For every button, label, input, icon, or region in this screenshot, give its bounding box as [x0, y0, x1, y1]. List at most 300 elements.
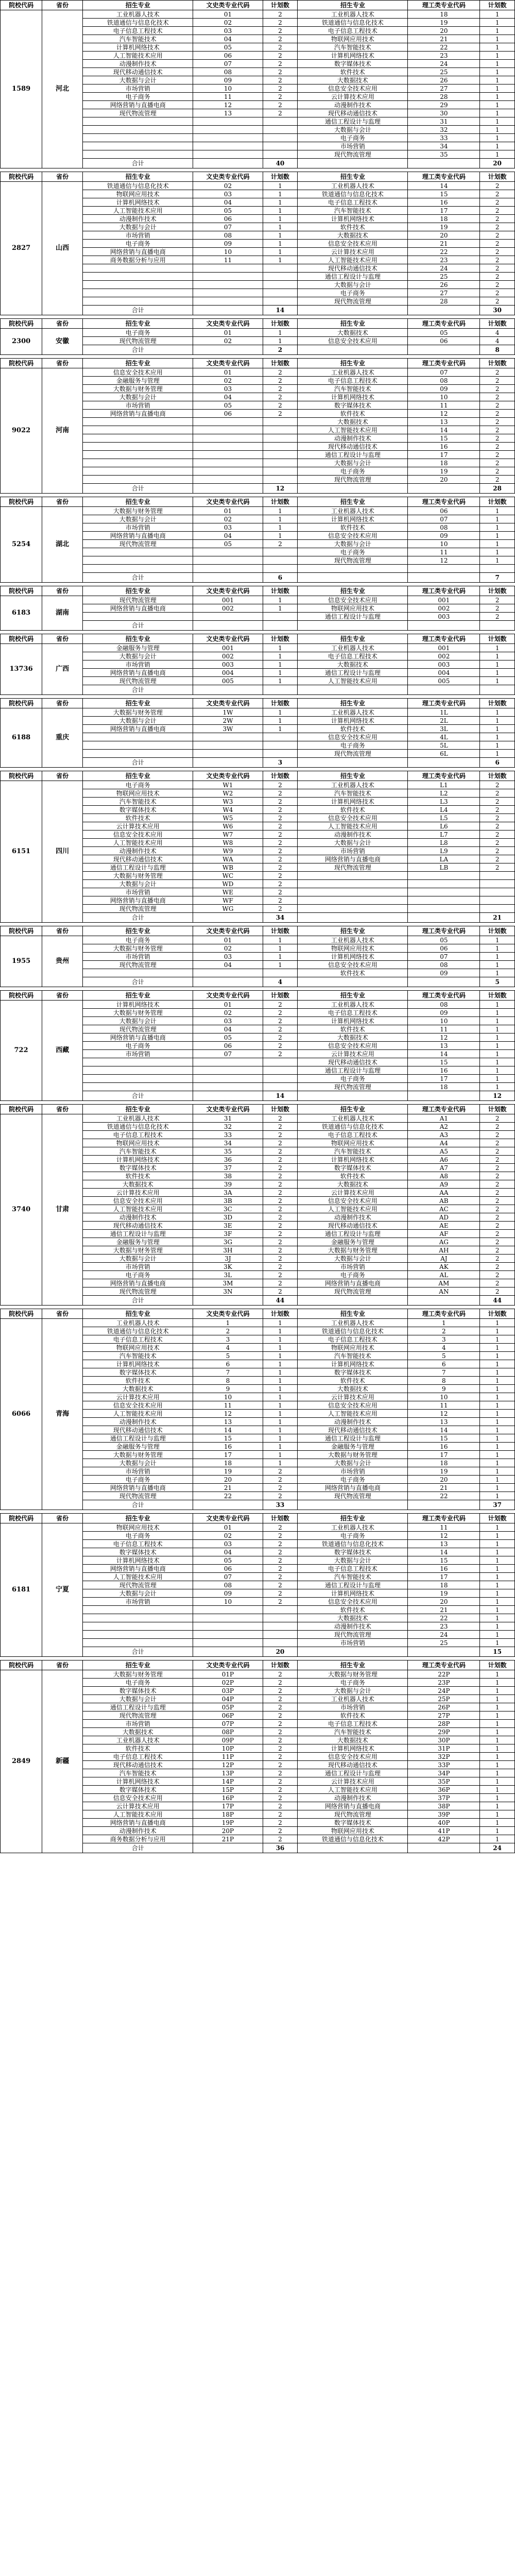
province-section — [0, 771, 515, 923]
arts-code — [193, 451, 263, 459]
science-code: 21 — [408, 35, 480, 43]
total-label: 合计 — [83, 345, 193, 355]
arts-plan: 2 — [263, 1794, 298, 1802]
arts-major: 大数据技术 — [83, 1728, 193, 1736]
science-plan: 1 — [480, 1777, 515, 1786]
arts-code — [193, 264, 263, 273]
arts-major: 电子信息工程技术 — [83, 27, 193, 35]
arts-code: 5 — [193, 1352, 263, 1360]
science-code: 11 — [408, 1025, 480, 1033]
science-major: 电子商务 — [298, 1476, 408, 1484]
science-plan: 1 — [480, 708, 515, 717]
arts-major — [83, 613, 193, 621]
header-science-code: 理工类专业代码 — [408, 319, 480, 329]
arts-code: 31 — [193, 1114, 263, 1123]
arts-major: 数字媒体技术 — [83, 806, 193, 814]
science-plan: 1 — [480, 1606, 515, 1614]
science-code: 27P — [408, 1711, 480, 1720]
science-major: 信息安全技术应用 — [298, 532, 408, 540]
header-major: 招生专业 — [298, 926, 408, 936]
science-plan: 2 — [480, 1230, 515, 1238]
table-row — [1, 368, 515, 377]
header-code: 院校代码 — [1, 586, 42, 596]
arts-total: 40 — [263, 159, 298, 168]
science-code: 1L — [408, 708, 480, 717]
arts-code: 003 — [193, 660, 263, 669]
science-code: 10 — [408, 1393, 480, 1401]
arts-major: 网络营销与直播电商 — [83, 101, 193, 109]
science-major: 工业机器人技术 — [298, 182, 408, 190]
science-total: 5 — [480, 977, 515, 987]
science-major: 工业机器人技术 — [298, 1523, 408, 1532]
arts-plan: 2 — [263, 1001, 298, 1009]
arts-code — [193, 613, 263, 621]
arts-code: 06 — [193, 410, 263, 418]
province-section — [0, 358, 515, 494]
science-major: 大数据技术 — [298, 660, 408, 669]
science-code: LB — [408, 863, 480, 872]
header-science-code: 理工类专业代码 — [408, 771, 480, 781]
science-plan: 1 — [480, 1401, 515, 1410]
arts-major: 市场营销 — [83, 888, 193, 896]
arts-plan — [263, 459, 298, 467]
header-plan: 计划数 — [480, 586, 515, 596]
arts-code: W7 — [193, 831, 263, 839]
province-name: 山西 — [42, 182, 83, 315]
science-code: 06 — [408, 507, 480, 515]
arts-major — [83, 750, 193, 758]
science-major: 软件技术 — [298, 1172, 408, 1180]
science-plan: 1 — [480, 1728, 515, 1736]
header-plan: 计划数 — [480, 359, 515, 368]
header-row — [1, 771, 515, 781]
arts-code: 15P — [193, 1786, 263, 1794]
arts-total: 6 — [263, 573, 298, 583]
province-name: 西藏 — [42, 1001, 83, 1101]
science-code: L7 — [408, 831, 480, 839]
science-plan: 1 — [480, 1532, 515, 1540]
header-code: 院校代码 — [1, 319, 42, 329]
science-major: 软件技术 — [298, 223, 408, 231]
arts-major — [83, 1058, 193, 1066]
arts-code: 19P — [193, 1819, 263, 1827]
arts-plan: 1 — [263, 708, 298, 717]
arts-code: 02 — [193, 182, 263, 190]
science-code: 05 — [408, 936, 480, 944]
arts-major: 大数据与会计 — [83, 652, 193, 660]
total-blank — [408, 758, 480, 768]
science-major: 云计算技术应用 — [298, 1050, 408, 1058]
arts-major: 现代物流管理 — [83, 905, 193, 913]
science-major: 现代移动通信技术 — [298, 109, 408, 117]
arts-major: 云计算技术应用 — [83, 1393, 193, 1401]
science-code: A8 — [408, 1172, 480, 1180]
arts-code: 11 — [193, 256, 263, 264]
arts-plan: 2 — [263, 401, 298, 410]
arts-total: 34 — [263, 913, 298, 923]
header-science-code: 理工类专业代码 — [408, 991, 480, 1001]
arts-major: 工业机器人技术 — [83, 1736, 193, 1744]
total-blank — [193, 621, 263, 631]
arts-code: 07 — [193, 1573, 263, 1581]
header-code: 院校代码 — [1, 699, 42, 708]
arts-code — [193, 134, 263, 142]
science-code: 30P — [408, 1736, 480, 1744]
science-plan: 1 — [480, 1058, 515, 1066]
header-major: 招生专业 — [83, 771, 193, 781]
science-plan: 1 — [480, 1476, 515, 1484]
science-major: 软件技术 — [298, 725, 408, 733]
arts-plan: 1 — [263, 231, 298, 240]
arts-major: 人工智能技术应用 — [83, 1810, 193, 1819]
arts-code: 04 — [193, 393, 263, 401]
arts-code: 12P — [193, 1761, 263, 1769]
arts-plan — [263, 969, 298, 977]
science-plan: 1 — [480, 969, 515, 977]
science-code: 09 — [408, 1009, 480, 1017]
science-plan: 1 — [480, 717, 515, 725]
arts-plan: 2 — [263, 1189, 298, 1197]
arts-plan — [263, 264, 298, 273]
science-code: 14 — [408, 182, 480, 190]
science-plan: 1 — [480, 142, 515, 150]
arts-major: 电子信息工程技术 — [83, 1131, 193, 1139]
science-code: A3 — [408, 1131, 480, 1139]
arts-major: 大数据与财务管理 — [83, 708, 193, 717]
header-plan: 计划数 — [263, 497, 298, 507]
arts-code: 8 — [193, 1377, 263, 1385]
arts-plan: 2 — [263, 1222, 298, 1230]
arts-plan: 1 — [263, 1418, 298, 1426]
arts-plan: 1 — [263, 1352, 298, 1360]
science-plan: 2 — [480, 789, 515, 798]
arts-plan: 2 — [263, 19, 298, 27]
arts-code — [193, 297, 263, 306]
arts-plan: 2 — [263, 93, 298, 101]
science-plan: 1 — [480, 1075, 515, 1083]
science-major: 数字媒体技术 — [298, 1368, 408, 1377]
science-major: 计算机网络技术 — [298, 393, 408, 401]
science-plan: 2 — [480, 223, 515, 231]
science-major: 物联网应用技术 — [298, 1139, 408, 1147]
plan-table — [0, 634, 515, 695]
total-blank — [298, 306, 408, 315]
science-code: 31 — [408, 117, 480, 126]
arts-plan: 1 — [263, 1319, 298, 1327]
arts-major — [83, 264, 193, 273]
header-row — [1, 1514, 515, 1523]
science-code: LA — [408, 855, 480, 863]
science-plan: 2 — [480, 1147, 515, 1156]
arts-code: 05 — [193, 1033, 263, 1042]
science-plan: 1 — [480, 1393, 515, 1401]
science-plan — [480, 872, 515, 880]
arts-code — [193, 281, 263, 289]
school-code: 2300 — [1, 329, 42, 355]
arts-plan — [263, 418, 298, 426]
header-row — [1, 1, 515, 10]
science-plan: 1 — [480, 1565, 515, 1573]
header-major: 招生专业 — [298, 699, 408, 708]
school-code: 1955 — [1, 936, 42, 987]
header-major: 招生专业 — [83, 926, 193, 936]
total-blank — [193, 1500, 263, 1510]
total-blank — [298, 484, 408, 494]
science-plan: 1 — [480, 1368, 515, 1377]
arts-plan: 2 — [263, 880, 298, 888]
arts-major — [83, 1622, 193, 1631]
header-province: 省份 — [42, 991, 83, 1001]
science-major: 工业机器人技术 — [298, 1319, 408, 1327]
science-major: 物联网应用技术 — [298, 604, 408, 613]
science-code: 22 — [408, 1492, 480, 1500]
arts-code — [193, 1631, 263, 1639]
science-plan: 1 — [480, 1319, 515, 1327]
science-plan: 2 — [480, 1156, 515, 1164]
arts-total — [263, 621, 298, 631]
arts-code: 08 — [193, 231, 263, 240]
science-plan: 2 — [480, 410, 515, 418]
plan-table — [0, 1104, 515, 1306]
science-plan: 2 — [480, 1238, 515, 1246]
plan-table — [0, 771, 515, 923]
arts-code — [193, 117, 263, 126]
arts-code: 21P — [193, 1835, 263, 1843]
total-label: 合计 — [83, 758, 193, 768]
science-code: AB — [408, 1197, 480, 1205]
arts-plan: 2 — [263, 1246, 298, 1255]
science-code: 33P — [408, 1761, 480, 1769]
science-code: AM — [408, 1279, 480, 1287]
science-code: 09 — [408, 969, 480, 977]
science-plan: 4 — [480, 337, 515, 345]
total-label: 合计 — [83, 1647, 193, 1657]
science-major: 计算机网络技术 — [298, 52, 408, 60]
science-code: 35P — [408, 1777, 480, 1786]
arts-plan: 1 — [263, 1368, 298, 1377]
science-major: 市场营销 — [298, 1703, 408, 1711]
science-code: 17 — [408, 451, 480, 459]
arts-plan: 2 — [263, 368, 298, 377]
arts-plan: 2 — [263, 1523, 298, 1532]
header-province: 省份 — [42, 634, 83, 644]
science-plan: 2 — [480, 190, 515, 198]
arts-major: 网络营销与直播电商 — [83, 669, 193, 677]
arts-plan — [263, 1066, 298, 1075]
province-section — [0, 926, 515, 987]
science-code: 18 — [408, 215, 480, 223]
arts-major: 大数据与会计 — [83, 76, 193, 84]
arts-plan: 1 — [263, 1393, 298, 1401]
total-blank — [298, 621, 408, 631]
arts-code: W6 — [193, 822, 263, 831]
science-major: 动漫制作技术 — [298, 434, 408, 443]
arts-plan: 2 — [263, 1598, 298, 1606]
arts-plan: 2 — [263, 1492, 298, 1500]
arts-plan: 1 — [263, 329, 298, 337]
science-plan: 1 — [480, 677, 515, 685]
science-major: 现代物流管理 — [298, 556, 408, 565]
science-major: 现代物流管理 — [298, 297, 408, 306]
science-code: 12 — [408, 1532, 480, 1540]
arts-code: 06 — [193, 1042, 263, 1050]
header-row — [1, 699, 515, 708]
science-major: 大数据技术 — [298, 1614, 408, 1622]
science-plan: 1 — [480, 52, 515, 60]
science-plan: 1 — [480, 652, 515, 660]
science-code: 14 — [408, 1548, 480, 1556]
science-total: 7 — [480, 573, 515, 583]
arts-code: 10 — [193, 84, 263, 93]
arts-major: 云计算技术应用 — [83, 1802, 193, 1810]
science-plan: 1 — [480, 1695, 515, 1703]
science-major: 信息安全技术应用 — [298, 1753, 408, 1761]
science-code: 16 — [408, 1066, 480, 1075]
header-province: 省份 — [42, 1309, 83, 1319]
science-major: 现代移动通信技术 — [298, 443, 408, 451]
science-major: 信息安全技术应用 — [298, 1042, 408, 1050]
arts-code: 13 — [193, 109, 263, 117]
province-name: 河南 — [42, 368, 83, 494]
header-plan: 计划数 — [263, 359, 298, 368]
science-major: 电子信息工程技术 — [298, 1009, 408, 1017]
science-major: 电子信息工程技术 — [298, 1565, 408, 1573]
header-code: 院校代码 — [1, 359, 42, 368]
province-name: 湖北 — [42, 507, 83, 583]
arts-major: 动漫制作技术 — [83, 847, 193, 855]
header-plan: 计划数 — [480, 634, 515, 644]
science-code — [408, 565, 480, 573]
science-major: 通信工程设计与监理 — [298, 613, 408, 621]
science-plan: 1 — [480, 1484, 515, 1492]
arts-code: W9 — [193, 847, 263, 855]
science-plan: 2 — [480, 215, 515, 223]
arts-plan: 1 — [263, 604, 298, 613]
arts-code: 14P — [193, 1777, 263, 1786]
total-blank — [193, 159, 263, 168]
arts-plan: 2 — [263, 905, 298, 913]
header-science-code: 理工类专业代码 — [408, 497, 480, 507]
science-code: 08 — [408, 1001, 480, 1009]
science-code: 19 — [408, 1467, 480, 1476]
arts-plan — [263, 467, 298, 476]
arts-major — [83, 1083, 193, 1091]
science-code: 12 — [408, 556, 480, 565]
arts-code: 18 — [193, 1459, 263, 1467]
science-major: 金融服务与管理 — [298, 1443, 408, 1451]
science-major: 网络营销与直播电商 — [298, 1279, 408, 1287]
science-major: 电子商务 — [298, 134, 408, 142]
science-major: 大数据技术 — [298, 1180, 408, 1189]
arts-major: 人工智能技术应用 — [83, 207, 193, 215]
arts-plan: 2 — [263, 43, 298, 52]
science-major: 大数据技术 — [298, 1385, 408, 1393]
science-total — [480, 621, 515, 631]
header-major: 招生专业 — [298, 319, 408, 329]
arts-plan: 2 — [263, 1532, 298, 1540]
arts-major: 软件技术 — [83, 814, 193, 822]
arts-plan: 2 — [263, 1271, 298, 1279]
header-plan: 计划数 — [480, 497, 515, 507]
science-code: 28P — [408, 1720, 480, 1728]
science-major: 现代物流管理 — [298, 1083, 408, 1091]
total-blank — [298, 685, 408, 695]
arts-code: W4 — [193, 806, 263, 814]
science-plan: 1 — [480, 1377, 515, 1385]
arts-plan: 2 — [263, 1786, 298, 1794]
science-code: 34P — [408, 1769, 480, 1777]
total-blank — [298, 1296, 408, 1306]
science-code: 08 — [408, 377, 480, 385]
science-major: 数字媒体技术 — [298, 60, 408, 68]
header-major: 招生专业 — [298, 1309, 408, 1319]
arts-major: 铁道通信与信息化技术 — [83, 182, 193, 190]
science-plan: 1 — [480, 1548, 515, 1556]
arts-major: 电子信息工程技术 — [83, 1540, 193, 1548]
science-code: 21 — [408, 1606, 480, 1614]
arts-major — [83, 1606, 193, 1614]
science-code: 26 — [408, 76, 480, 84]
arts-plan: 2 — [263, 52, 298, 60]
arts-plan: 2 — [263, 1156, 298, 1164]
science-code: 32 — [408, 126, 480, 134]
arts-code — [193, 273, 263, 281]
arts-code — [193, 1083, 263, 1091]
arts-major: 人工智能技术应用 — [83, 1205, 193, 1213]
arts-plan: 2 — [263, 1114, 298, 1123]
science-major: 信息安全技术应用 — [298, 814, 408, 822]
arts-code: 18P — [193, 1810, 263, 1819]
total-blank — [193, 758, 263, 768]
science-plan: 1 — [480, 1639, 515, 1647]
science-plan — [480, 888, 515, 896]
arts-plan: 1 — [263, 725, 298, 733]
arts-code: 03 — [193, 1017, 263, 1025]
science-code: AD — [408, 1213, 480, 1222]
science-plan: 1 — [480, 1769, 515, 1777]
arts-major — [83, 459, 193, 467]
header-code: 院校代码 — [1, 1105, 42, 1114]
table-row — [1, 329, 515, 337]
science-major: 铁道通信与信息化技术 — [298, 1327, 408, 1335]
science-major: 云计算技术应用 — [298, 1777, 408, 1786]
science-plan: 1 — [480, 1001, 515, 1009]
science-major — [298, 880, 408, 888]
arts-plan: 2 — [263, 781, 298, 789]
science-plan: 2 — [480, 1114, 515, 1123]
arts-code: 01P — [193, 1670, 263, 1679]
science-code: 25 — [408, 1639, 480, 1647]
plan-table — [0, 0, 515, 168]
arts-major: 数字媒体技术 — [83, 1164, 193, 1172]
science-major: 通信工程设计与监理 — [298, 1581, 408, 1589]
arts-major — [83, 1066, 193, 1075]
science-major: 信息安全技术应用 — [298, 1401, 408, 1410]
science-plan: 1 — [480, 68, 515, 76]
science-plan: 2 — [480, 863, 515, 872]
science-major: 物联网应用技术 — [298, 1344, 408, 1352]
arts-major: 计算机网络技术 — [83, 1360, 193, 1368]
header-major: 招生专业 — [83, 634, 193, 644]
arts-major: 电子商务 — [83, 240, 193, 248]
arts-major — [83, 969, 193, 977]
science-plan: 1 — [480, 523, 515, 532]
arts-code: 32 — [193, 1123, 263, 1131]
arts-plan: 2 — [263, 1476, 298, 1484]
total-blank — [298, 573, 408, 583]
arts-major: 大数据与财务管理 — [83, 1009, 193, 1017]
total-blank — [193, 1843, 263, 1853]
